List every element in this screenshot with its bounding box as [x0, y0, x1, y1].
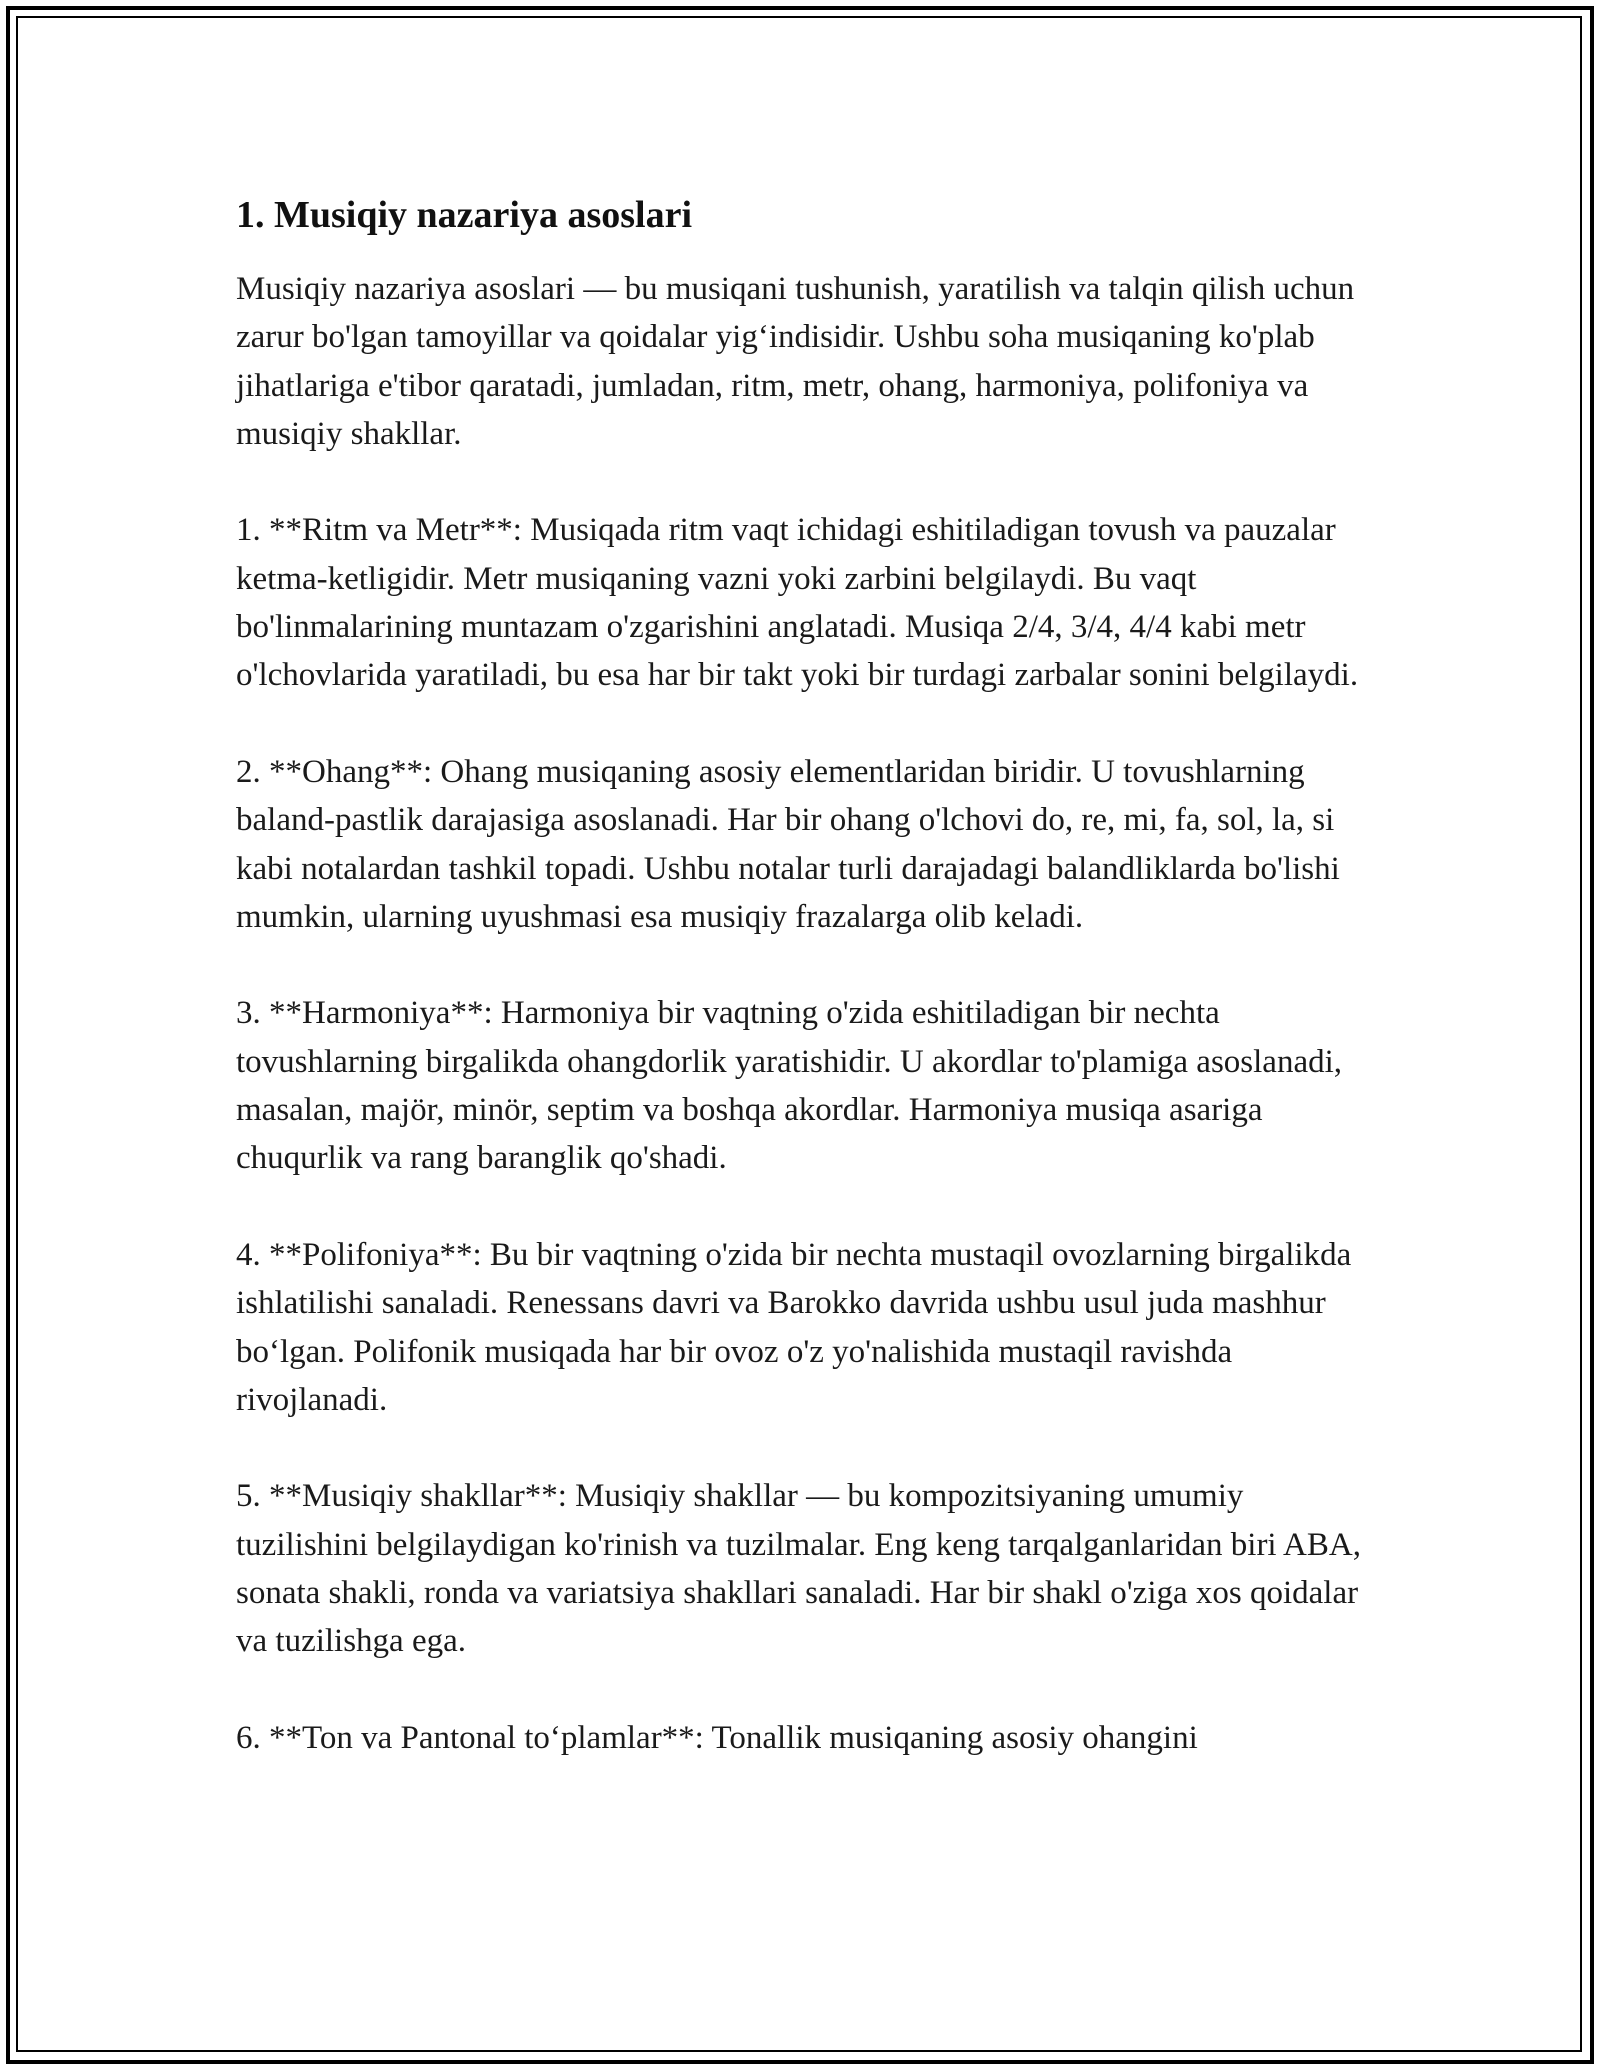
document-content — [236, 185, 1376, 1811]
paragraph-ton-pantonal: 6. **Ton va Pantonal to‘plamlar**: Tonallik musiqaning asosiy ohangini — [236, 1719, 1198, 1756]
paragraph-ohang: 2. **Ohang**: Ohang musiqaning asosiy elementlaridan biridir. U tovushlarning baland-pastlik darajasiga asoslanadi. Har bir ohang o'lchovi do, re, mi, fa, sol, la, si kabi notalardan tashkil topadi. Ushbu notalar turli darajadagi balandliklarda bo'lishi mumkin, ularning uyushmasi esa musiqiy frazalarga olib keladi. — [236, 753, 1340, 935]
intro-paragraph: Musiqiy nazariya asoslari — bu musiqani tushunish, yaratilish va talqin qilish uchun zarur bo'lgan tamoyillar va qoidalar yig‘indisidir. Ushbu soha musiqaning ko'plab jihatlariga e'tibor qaratadi, jumladan, ritm, metr, ohang, harmoniya, polifoniya va musiqiy shakllar. — [236, 271, 1355, 452]
page-title: 1. Musiqiy nazariya asoslari — [236, 194, 693, 236]
paragraph-harmoniya: 3. **Harmoniya**: Harmoniya bir vaqtning o'zida eshitiladigan bir nechta tovushlarning birgalikda ohangdorlik yaratishidir. U akordlar to'plamiga asoslanadi, masalan, majör, minör, septim va boshqa akordlar. Harmoniya musiqa asariga chuqurlik va rang baranglik qo'shadi. — [236, 995, 1343, 1177]
paragraph-musiqiy-shakllar: 5. **Musiqiy shakllar**: Musiqiy shakllar — bu kompozitsiyaning umumiy tuzilishini belgilaydigan ko'rinish va tuzilmalar. Eng keng tarqalganlaridan biri ABA, sonata shakli, ronda va variatsiya shakllari sanaladi. Har bir shakl o'ziga xos qoidalar va tuzilishga ega. — [236, 1478, 1361, 1660]
paragraph-polifoniya: 4. **Polifoniya**: Bu bir vaqtning o'zida bir nechta mustaqil ovozlarning birgalikda ishlatilishi sanaladi. Renessans davri va Barokko davrida ushbu usul juda mashhur bo‘lgan. Polifonik musiqada har bir ovoz o'z yo'nalishida mustaqil ravishda rivojlanadi. — [236, 1236, 1352, 1418]
paragraph-ritm-metr: 1. **Ritm va Metr**: Musiqada ritm vaqt ichidagi eshitiladigan tovush va pauzalar ketma-ketligidir. Metr musiqaning vazni yoki zarbini belgilaydi. Bu vaqt bo'linmalarining muntazam o'zgarishini anglatadi. Musiqa 2/4, 3/4, 4/4 kabi metr o'lchovlarida yaratiladi, bu esa har bir takt yoki bir turdagi zarbalar sonini belgilaydi. — [236, 512, 1359, 694]
